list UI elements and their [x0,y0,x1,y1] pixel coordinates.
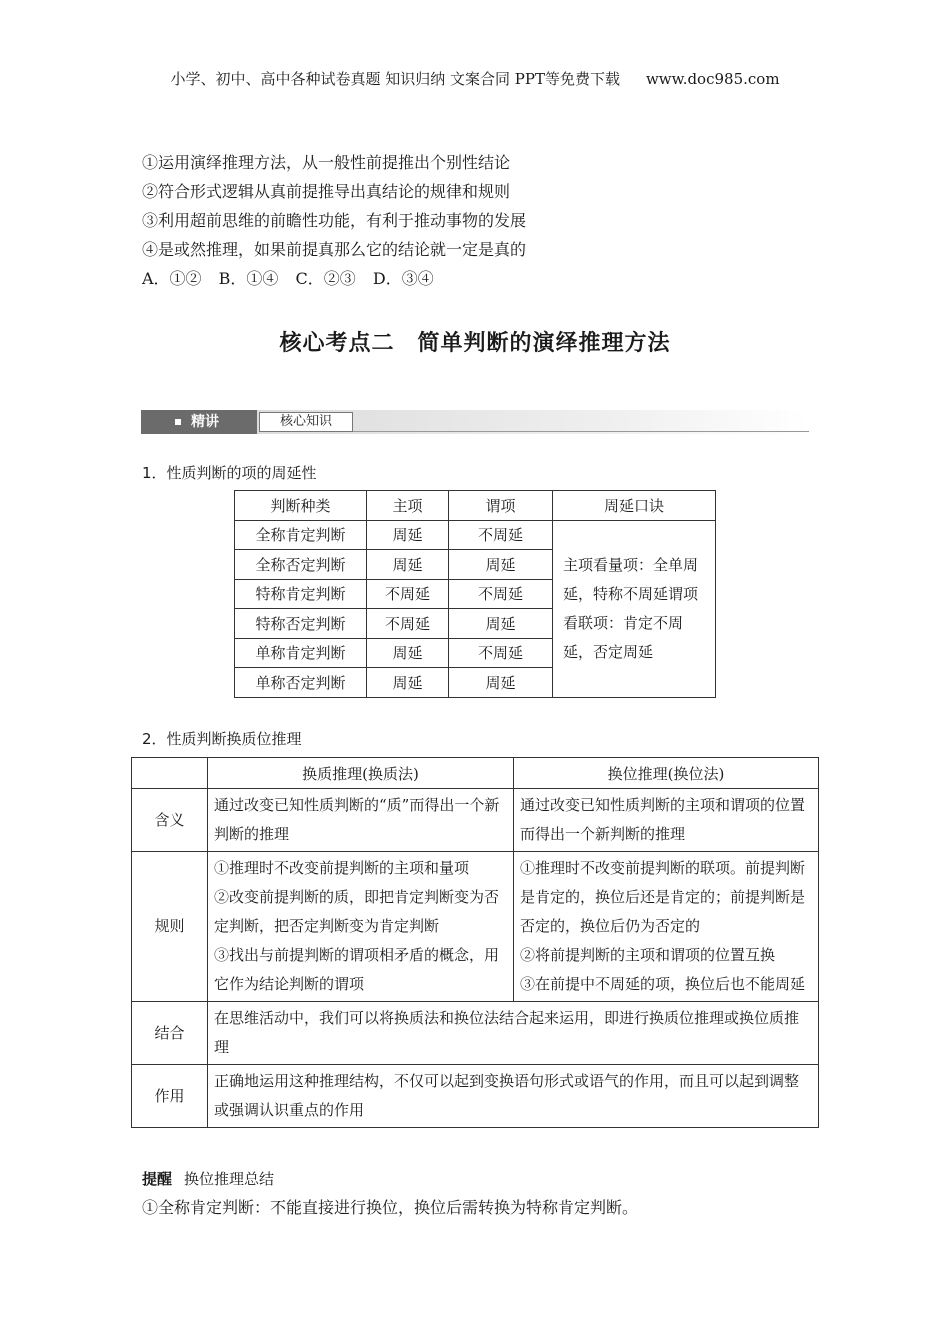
table-cell: 周延 [367,638,449,668]
table-cell: 通过改变已知性质判断的“质”而得出一个新判断的推理 [208,789,514,852]
page-header [0,68,950,89]
table-cell: 特称肯定判断 [235,579,367,609]
row-label: 作用 [132,1065,208,1128]
header-site[interactable]: www.doc985.com [645,70,780,88]
table-cell: 周延 [367,668,449,698]
table-cell: 不周延 [449,520,553,550]
table-cell: 周延 [367,520,449,550]
table-cell: 周延 [449,550,553,580]
rule-line: ②改变前提判断的质，即把肯定判断变为否定判断，把否定判断变为肯定判断 [214,888,500,935]
answer-choices [142,264,446,293]
table-cell: 不周延 [449,579,553,609]
table-cell: 通过改变已知性质判断的主项和谓项的位置而得出一个新判断的推理 [514,789,819,852]
table-row [235,520,716,550]
table-cell [514,852,819,1002]
table-cell: 周延 [367,550,449,580]
answer-c: C．②③ [295,269,356,288]
rule-line: ②将前提判断的主项和谓项的位置互换 [520,946,776,964]
table-row [132,789,819,852]
conversion-table [131,757,819,1128]
rule-line: ③在前提中不周延的项，换位后也不能周延 [520,975,806,993]
table-cell: 不周延 [449,638,553,668]
table-cell: 正确地运用这种推理结构，不仅可以起到变换语句形式或语气的作用，而且可以起到调整或强调认识重点的作用 [208,1065,819,1128]
row-label: 规则 [132,852,208,1002]
table-cell: 在思维活动中，我们可以将换质法和换位法结合起来运用，即进行换质位推理或换位质推理 [208,1002,819,1065]
option-item: ①运用演绎推理方法，从一般性前提推出个别性结论 [142,153,511,172]
table-header-cell: 周延口诀 [553,491,716,521]
answer-d: D．③④ [372,269,434,288]
mnemonic-cell: 主项看量项：全单周延，特称不周延谓项看联项：肯定不周延，否定周延 [553,520,716,697]
distribution-table [234,490,716,698]
table-cell: 特称否定判断 [235,609,367,639]
header-text: 小学、初中、高中各种试卷真题 知识归纳 文案合同 PPT等免费下载 [170,70,620,88]
table-header-cell: 主项 [367,491,449,521]
answer-a: A．①② [142,269,202,288]
table-header-cell: 换质推理(换质法) [208,758,514,789]
tip-label: 提醒 [142,1170,173,1188]
tip-text: 换位推理总结 [184,1170,275,1188]
table-cell: 不周延 [367,579,449,609]
rule-line: ①推理时不改变前提判断的联项。前提判断是肯定的，换位后还是肯定的；前提判断是否定的，换位后仍为否定的 [520,859,806,935]
table-cell: 单称否定判断 [235,668,367,698]
rule-line: ③找出与前提判断的谓项相矛盾的概念，用它作为结论判断的谓项 [214,946,500,993]
section-banner [141,410,809,434]
section-title: 核心考点二 简单判断的演绎推理方法 [279,331,671,356]
option-item: ②符合形式逻辑从真前提推导出真结论的规律和规则 [142,182,511,201]
option-list [142,148,526,264]
row-label: 含义 [132,789,208,852]
table-cell: 全称否定判断 [235,550,367,580]
table-cell [208,852,514,1002]
summary-line: ①全称肯定判断：不能直接进行换位，换位后需转换为特称肯定判断。 [142,1198,639,1217]
table-cell: 不周延 [367,609,449,639]
answer-b: B．①④ [218,269,279,288]
table-cell: 周延 [449,609,553,639]
banner-right-text: 核心知识 [259,412,353,432]
option-item: ④是或然推理，如果前提真那么它的结论就一定是真的 [142,240,527,259]
square-bullet-icon [175,419,181,425]
option-item: ③利用超前思维的前瞻性功能，有利于推动事物的发展 [142,211,527,230]
table-header-cell [132,758,208,789]
table-header-cell: 谓项 [449,491,553,521]
table-row [132,1065,819,1128]
tip-heading [142,1168,274,1189]
table-cell: 单称肯定判断 [235,638,367,668]
heading-2: 2．性质判断换质位推理 [142,730,302,748]
banner-left-text: 精讲 [191,414,219,430]
rule-line: ①推理时不改变前提判断的主项和量项 [214,859,470,877]
table-row [132,1002,819,1065]
banner-rule [353,431,809,432]
table-header-row [235,491,716,521]
row-label: 结合 [132,1002,208,1065]
table-header-cell: 判断种类 [235,491,367,521]
table-cell: 全称肯定判断 [235,520,367,550]
table-row [132,852,819,1002]
table-header-row [132,758,819,789]
table-cell: 周延 [449,668,553,698]
banner-dark-label [141,410,257,434]
heading-1: 1．性质判断的项的周延性 [142,464,317,482]
table-header-cell: 换位推理(换位法) [514,758,819,789]
